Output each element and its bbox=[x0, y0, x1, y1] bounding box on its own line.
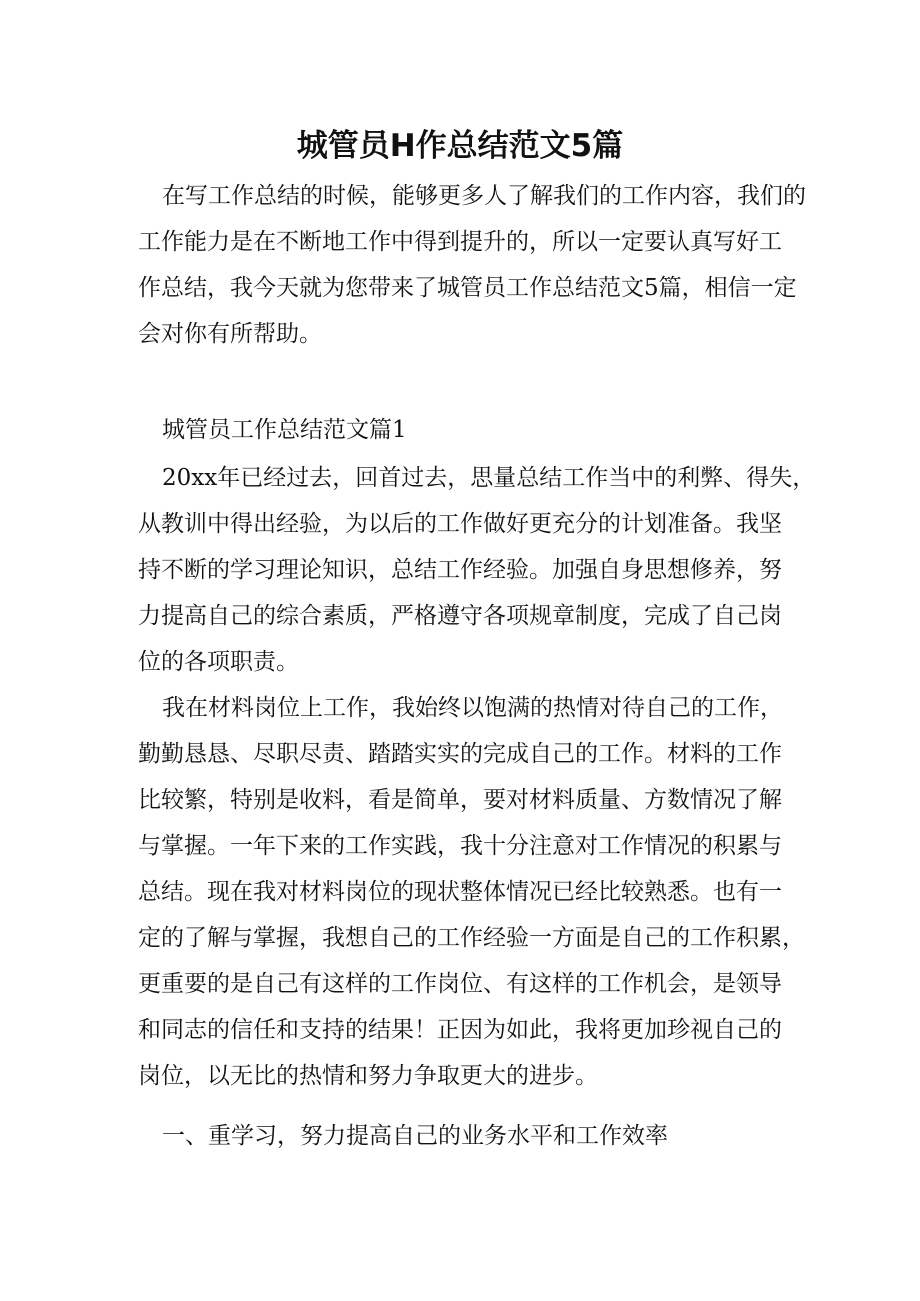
paragraph2-line-7: 更重要的是自己有这样的工作岗位、有这样的工作机会，是领导 bbox=[138, 971, 782, 997]
intro-line-2: 工作能力是在不断地工作中得到提升的，所以一定要认真写好工 bbox=[138, 229, 782, 255]
document-title: 城管员H作总结范文5篇 bbox=[296, 128, 624, 164]
paragraph2-line-1: 我在材料岗位上工作，我始终以饱满的热情对待自己的工作， bbox=[162, 695, 783, 721]
paragraph1-line-5: 位的各项职责。 bbox=[138, 649, 299, 675]
subheading-1: 一、重学习，努力提高自己的业务水平和工作效率 bbox=[162, 1123, 668, 1149]
intro-line-1: 在写工作总结的时候，能够更多人了解我们的工作内容，我们的 bbox=[162, 183, 806, 209]
intro-line-3: 作总结，我今天就为您带来了城管员工作总结范文5篇，相信一定 bbox=[138, 275, 797, 301]
intro-line-4: 会对你有所帮助。 bbox=[138, 321, 322, 347]
paragraph2-line-6: 定的了解与掌握，我想自己的工作经验一方面是自己的工作积累， bbox=[138, 925, 805, 951]
paragraph1-line-3: 持不断的学习理论知识，总结工作经验。加强自身思想修养，努 bbox=[138, 557, 782, 583]
paragraph2-line-3: 比较繁，特别是收料，看是简单，要对材料质量、方数情况了解 bbox=[138, 787, 782, 813]
paragraph2-line-9: 岗位，以无比的热情和努力争取更大的进步。 bbox=[138, 1063, 598, 1089]
paragraph1-line-2: 从教训中得出经验，为以后的工作做好更充分的计划准备。我坚 bbox=[138, 511, 782, 537]
paragraph2-line-8: 和同志的信任和支持的结果！正因为如此，我将更加珍视自己的 bbox=[138, 1017, 782, 1043]
paragraph1-line-1: 20xx年已经过去，回首过去，思量总结工作当中的利弊、得失， bbox=[162, 465, 816, 491]
paragraph2-line-5: 总结。现在我对材料岗位的现状整体情况已经比较熟悉。也有一 bbox=[138, 879, 782, 905]
paragraph2-line-4: 与掌握。一年下来的工作实践，我十分注意对工作情况的积累与 bbox=[138, 833, 782, 859]
paragraph2-line-2: 勤勤恳恳、尽职尽责、踏踏实实的完成自己的工作。材料的工作 bbox=[138, 741, 782, 767]
paragraph1-line-4: 力提高自己的综合素质，严格遵守各项规章制度，完成了自己岗 bbox=[138, 603, 782, 629]
section-heading: 城管员工作总结范文篇1 bbox=[162, 417, 407, 443]
